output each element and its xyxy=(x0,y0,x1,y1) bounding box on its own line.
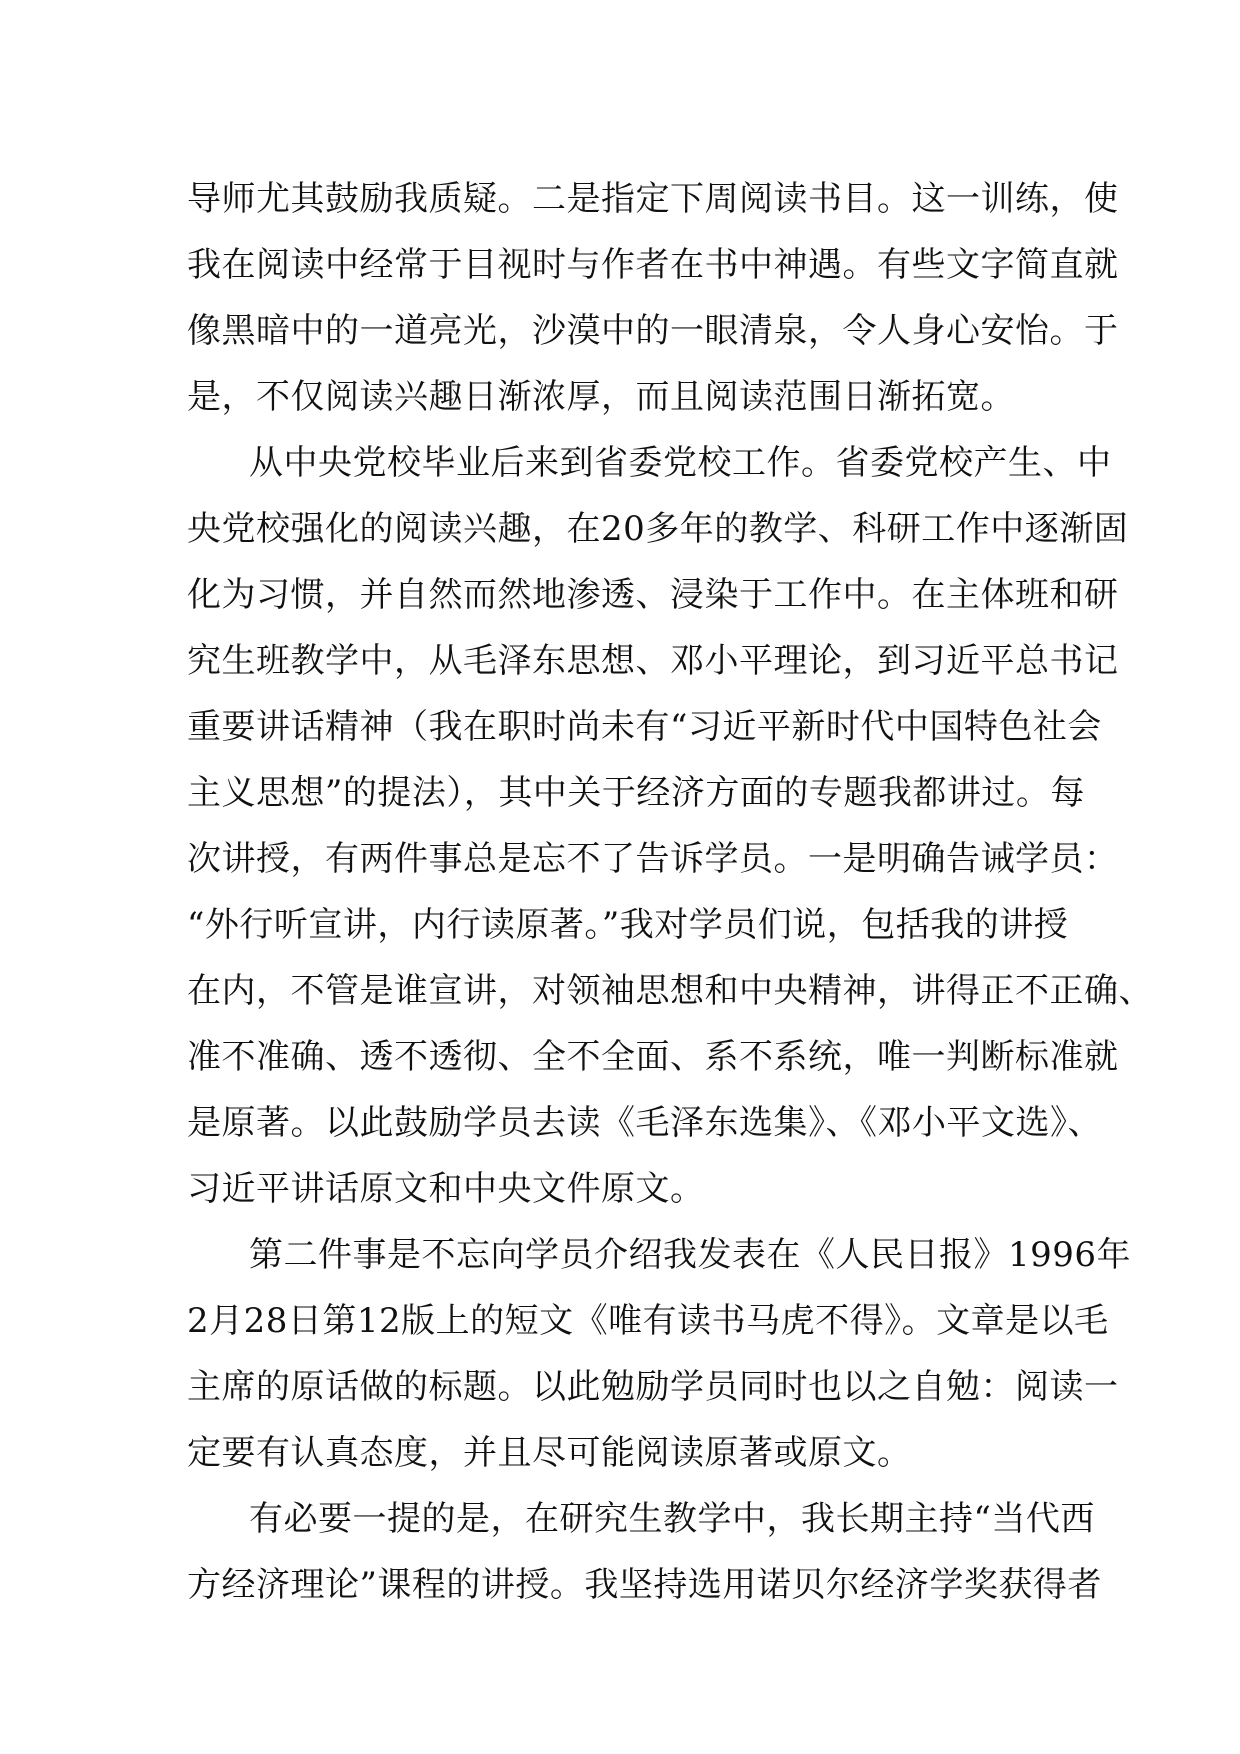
paragraph-line: 在内，不管是谁宣讲，对领袖思想和中央精神，讲得正不正确、 xyxy=(187,971,1153,1011)
paragraph-line: 央党校强化的阅读兴趣，在20多年的教学、科研工作中逐渐固 xyxy=(187,509,1129,549)
paragraph-line: 次讲授，有两件事总是忘不了告诉学员。一是明确告诫学员： xyxy=(187,839,1119,879)
paragraph-line: 是原著。以此鼓励学员去读《毛泽东选集》、《邓小平文选》、 xyxy=(187,1103,1102,1143)
paragraph-line: “外行听宣讲，内行读原著。”我对学员们说，包括我的讲授 xyxy=(187,905,1069,945)
paragraph-line: 主席的原话做的标题。以此勉励学员同时也以之自勉：阅读一 xyxy=(187,1367,1119,1407)
paragraph-line: 主义思想”的提法），其中关于经济方面的专题我都讲过。每 xyxy=(187,773,1085,813)
paragraph-line: 究生班教学中，从毛泽东思想、邓小平理论，到习近平总书记 xyxy=(187,641,1119,681)
paragraph-line: 是，不仅阅读兴趣日渐浓厚，而且阅读范围日渐拓宽。 xyxy=(187,377,1015,417)
paragraph-line: 重要讲话精神（我在职时尚未有“习近平新时代中国特色社会 xyxy=(187,707,1102,747)
paragraph-line: 准不准确、透不透彻、全不全面、系不系统，唯一判断标准就 xyxy=(187,1037,1119,1077)
paragraph-line: 像黑暗中的一道亮光，沙漠中的一眼清泉，令人身心安怡。于 xyxy=(187,311,1119,351)
paragraph-line: 我在阅读中经常于目视时与作者在书中神遇。有些文字简直就 xyxy=(187,245,1119,285)
paragraph-line: 有必要一提的是，在研究生教学中，我长期主持“当代西 xyxy=(249,1499,1095,1539)
paragraph-line: 从中央党校毕业后来到省委党校工作。省委党校产生、中 xyxy=(249,443,1112,483)
paragraph-line: 导师尤其鼓励我质疑。二是指定下周阅读书目。这一训练，使 xyxy=(187,179,1119,219)
paragraph-line: 定要有认真态度，并且尽可能阅读原著或原文。 xyxy=(187,1433,912,1473)
paragraph-line: 习近平讲话原文和中央文件原文。 xyxy=(187,1169,705,1209)
paragraph-line: 第二件事是不忘向学员介绍我发表在《人民日报》1996年 xyxy=(249,1235,1132,1275)
paragraph-line: 化为习惯，并自然而然地渗透、浸染于工作中。在主体班和研 xyxy=(187,575,1119,615)
paragraph-line: 方经济理论”课程的讲授。我坚持选用诺贝尔经济学奖获得者 xyxy=(187,1565,1102,1605)
paragraph-line: 2月28日第12版上的短文《唯有读书马虎不得》。文章是以毛 xyxy=(187,1301,1109,1341)
